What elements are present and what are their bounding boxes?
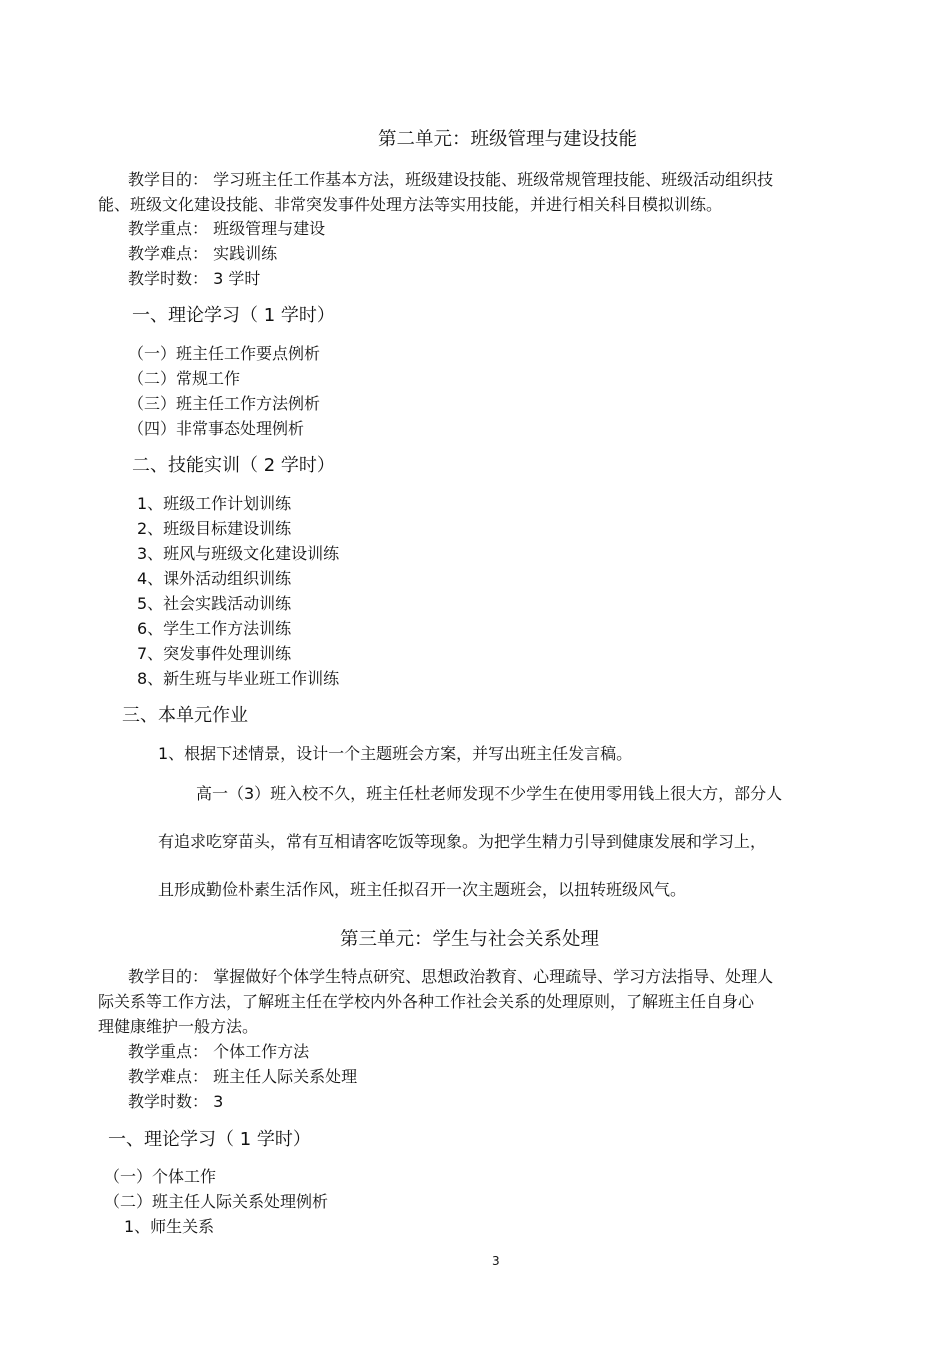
unit2-objective-line1: 教学目的： 学习班主任工作基本方法，班级建设技能、班级常规管理技能、班级活动组织技 [128, 170, 774, 189]
unit2-scenario-line3: 且形成勤俭朴素生活作风，班主任拟召开一次主题班会，以扭转班级风气。 [158, 880, 687, 899]
unit2-theory-item: （二）常规工作 [128, 369, 241, 388]
unit2-skills-heading: 二、技能实训（ 2 学时） [132, 455, 335, 476]
unit3-hours: 教学时数： 3 [128, 1092, 224, 1111]
unit2-skills-item: 7、突发事件处理训练 [137, 644, 292, 663]
unit2-skills-item: 2、班级目标建设训练 [137, 519, 292, 538]
unit2-scenario-line1: 高一（3）班入校不久，班主任杜老师发现不少学生在使用零用钱上很大方，部分人 [196, 784, 783, 803]
unit2-homework-heading: 三、本单元作业 [122, 705, 248, 726]
unit2-skills-item: 5、社会实践活动训练 [137, 594, 292, 613]
unit2-hours: 教学时数： 3 学时 [128, 269, 261, 288]
unit2-scenario-line2: 有追求吃穿苗头，常有互相请客吃饭等现象。为把学生精力引导到健康发展和学习上， [158, 832, 767, 851]
page-number: 3 [492, 1254, 500, 1268]
unit3-difficulty: 教学难点： 班主任人际关系处理 [128, 1067, 358, 1086]
unit3-objective-line1: 教学目的： 掌握做好个体学生特点研究、思想政治教育、心理疏导、学习方法指导、处理人 [128, 967, 774, 986]
unit2-skills-item: 8、新生班与毕业班工作训练 [137, 669, 340, 688]
unit2-skills-item: 3、班风与班级文化建设训练 [137, 544, 340, 563]
unit3-theory-item: （二）班主任人际关系处理例析 [104, 1192, 329, 1211]
unit2-skills-item: 4、课外活动组织训练 [137, 569, 292, 588]
unit3-title: 第三单元：学生与社会关系处理 [340, 929, 600, 950]
unit2-focus: 教学重点： 班级管理与建设 [128, 219, 326, 238]
unit2-skills-item: 1、班级工作计划训练 [137, 494, 292, 513]
unit2-title: 第二单元：班级管理与建设技能 [378, 129, 638, 150]
unit3-focus: 教学重点： 个体工作方法 [128, 1042, 310, 1061]
unit2-difficulty: 教学难点： 实践训练 [128, 244, 278, 263]
unit2-skills-item: 6、学生工作方法训练 [137, 619, 292, 638]
unit3-objective-line3: 理健康维护一般方法。 [98, 1017, 259, 1036]
unit3-sub-item: 1、师生关系 [124, 1217, 215, 1236]
unit3-theory-item: （一）个体工作 [104, 1167, 217, 1186]
unit2-theory-item: （三）班主任工作方法例析 [128, 394, 321, 413]
unit2-homework-task: 1、根据下述情景，设计一个主题班会方案，并写出班主任发言稿。 [158, 744, 633, 763]
unit2-theory-heading: 一、理论学习（ 1 学时） [132, 305, 335, 326]
unit2-theory-item: （一）班主任工作要点例析 [128, 344, 321, 363]
unit3-objective-line2: 际关系等工作方法，了解班主任在学校内外各种工作社会关系的处理原则，了解班主任自身心 [98, 992, 755, 1011]
unit2-theory-item: （四）非常事态处理例析 [128, 419, 305, 438]
unit3-theory-heading: 一、理论学习（ 1 学时） [108, 1129, 311, 1150]
unit2-objective-line2: 能、班级文化建设技能、非常突发事件处理方法等实用技能，并进行相关科目模拟训练。 [98, 195, 723, 214]
